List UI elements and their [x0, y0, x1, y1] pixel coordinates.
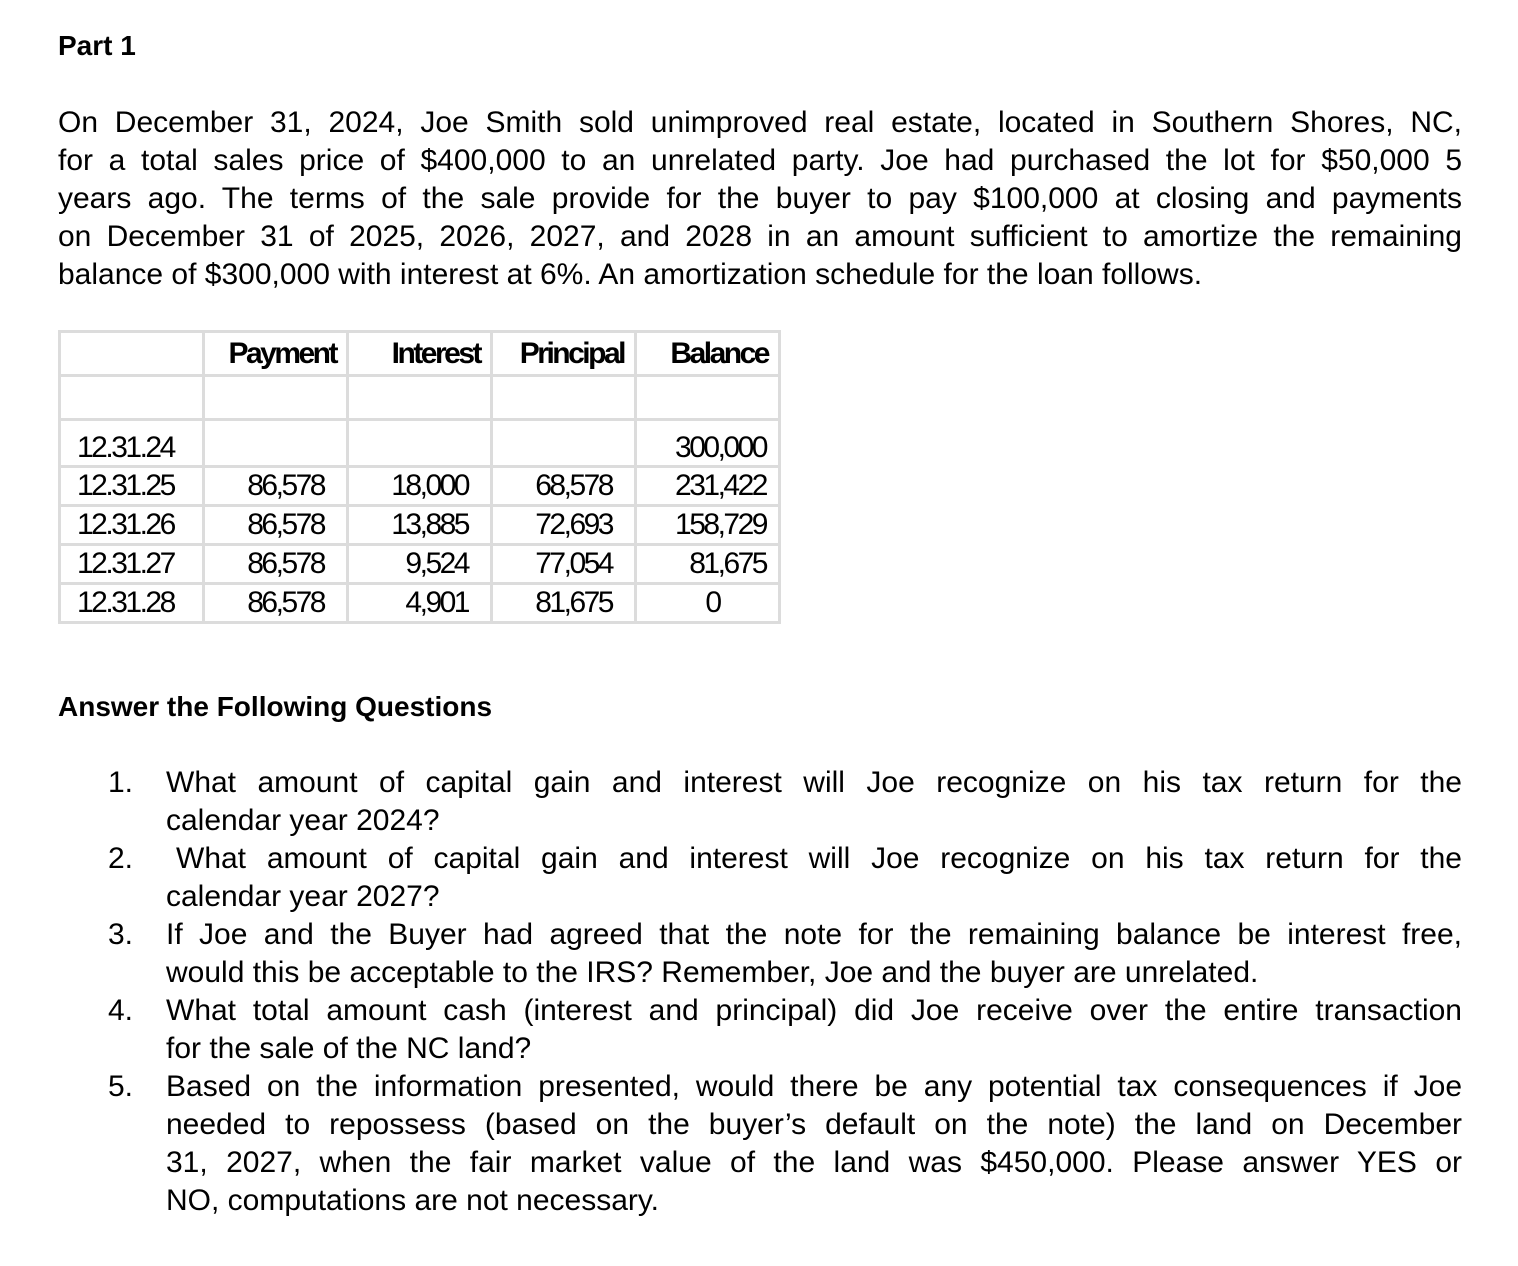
question-item — [108, 764, 1462, 840]
cell-payment: 86,578 — [204, 506, 348, 545]
question-line: If Joe and the Buyer had agreed that the note for the remaining balance be interest free, — [166, 918, 1462, 951]
cell-date: 12.31.27 — [60, 545, 204, 584]
table-cell — [636, 376, 780, 420]
cell-payment: 86,578 — [204, 584, 348, 623]
header-date — [60, 332, 204, 376]
table-cell — [492, 376, 636, 420]
question-text — [166, 840, 1462, 916]
table-row — [60, 467, 780, 506]
question-line: What amount of capital gain and interest will Joe recognize on his tax return for the — [166, 766, 1462, 799]
table-header-row — [60, 332, 780, 376]
cell-payment — [204, 420, 348, 467]
table-row — [60, 545, 780, 584]
question-number: 3. — [108, 918, 134, 951]
question-number: 4. — [108, 994, 134, 1027]
table-row — [60, 420, 780, 467]
amortization-table — [58, 330, 781, 624]
cell-date: 12.31.24 — [60, 420, 204, 467]
cell-principal: 68,578 — [492, 467, 636, 506]
cell-principal: 77,054 — [492, 545, 636, 584]
table-cell — [204, 376, 348, 420]
part-title: Part 1 — [58, 30, 136, 61]
cell-date: 12.31.28 — [60, 584, 204, 623]
table-row — [60, 506, 780, 545]
intro-line: on December 31 of 2025, 2026, 2027, and 2028 in an amount sufficient to amortize the remaining — [58, 220, 1462, 253]
question-item — [108, 1068, 1462, 1220]
cell-principal: 72,693 — [492, 506, 636, 545]
cell-payment: 86,578 — [204, 545, 348, 584]
intro-line: years ago. The terms of the sale provide for the buyer to pay $100,000 at closing and payments — [58, 182, 1462, 215]
questions-title: Answer the Following Questions — [58, 691, 493, 722]
question-text — [166, 916, 1462, 992]
cell-interest: 13,885 — [348, 506, 492, 545]
intro-line: balance of $300,000 with interest at 6%. An amortization schedule for the loan follows. — [58, 258, 1203, 291]
question-text — [166, 992, 1462, 1068]
table-cell — [60, 376, 204, 420]
question-line: What total amount cash (interest and principal) did Joe receive over the entire transaction — [166, 994, 1462, 1027]
cell-balance: 231,422 — [636, 467, 780, 506]
question-number: 1. — [108, 766, 134, 799]
cell-date: 12.31.25 — [60, 467, 204, 506]
question-line: NO, computations are not necessary. — [166, 1184, 660, 1217]
header-payment: Payment — [204, 332, 348, 376]
cell-payment: 86,578 — [204, 467, 348, 506]
cell-balance: 0 — [636, 584, 780, 623]
question-line: Based on the information presented, would there be any potential tax consequences if Joe — [166, 1070, 1462, 1103]
intro-paragraph — [58, 104, 1462, 294]
cell-interest: 4,901 — [348, 584, 492, 623]
header-balance: Balance — [636, 332, 780, 376]
question-line: calendar year 2027? — [166, 880, 440, 913]
cell-balance: 158,729 — [636, 506, 780, 545]
intro-line: On December 31, 2024, Joe Smith sold unimproved real estate, located in Southern Shores, NC, — [58, 106, 1462, 139]
cell-principal — [492, 420, 636, 467]
header-interest: Interest — [348, 332, 492, 376]
question-number: 2. — [108, 842, 134, 875]
question-line: 31, 2027, when the fair market value of the land was $450,000. Please answer YES or — [166, 1146, 1462, 1179]
question-item — [108, 916, 1462, 992]
cell-balance: 81,675 — [636, 545, 780, 584]
cell-interest: 9,524 — [348, 545, 492, 584]
question-line: would this be acceptable to the IRS? Remember, Joe and the buyer are unrelated. — [166, 956, 1259, 989]
question-text — [166, 764, 1462, 840]
cell-date: 12.31.26 — [60, 506, 204, 545]
cell-balance: 300,000 — [636, 420, 780, 467]
question-item — [108, 840, 1462, 916]
header-principal: Principal — [492, 332, 636, 376]
question-line: calendar year 2024? — [166, 804, 440, 837]
table-spacer-row — [60, 376, 780, 420]
table-row — [60, 584, 780, 623]
cell-interest — [348, 420, 492, 467]
cell-principal: 81,675 — [492, 584, 636, 623]
question-number: 5. — [108, 1070, 134, 1103]
questions-list — [108, 764, 1462, 1220]
question-text — [166, 1068, 1462, 1220]
question-line: for the sale of the NC land? — [166, 1032, 532, 1065]
intro-line: for a total sales price of $400,000 to an unrelated party. Joe had purchased the lot for $50,000 5 — [58, 144, 1462, 177]
table-cell — [348, 376, 492, 420]
question-line: needed to repossess (based on the buyer’s default on the note) the land on December — [166, 1108, 1462, 1141]
question-line: What amount of capital gain and interest will Joe recognize on his tax return for the — [176, 842, 1462, 875]
cell-interest: 18,000 — [348, 467, 492, 506]
question-item — [108, 992, 1462, 1068]
